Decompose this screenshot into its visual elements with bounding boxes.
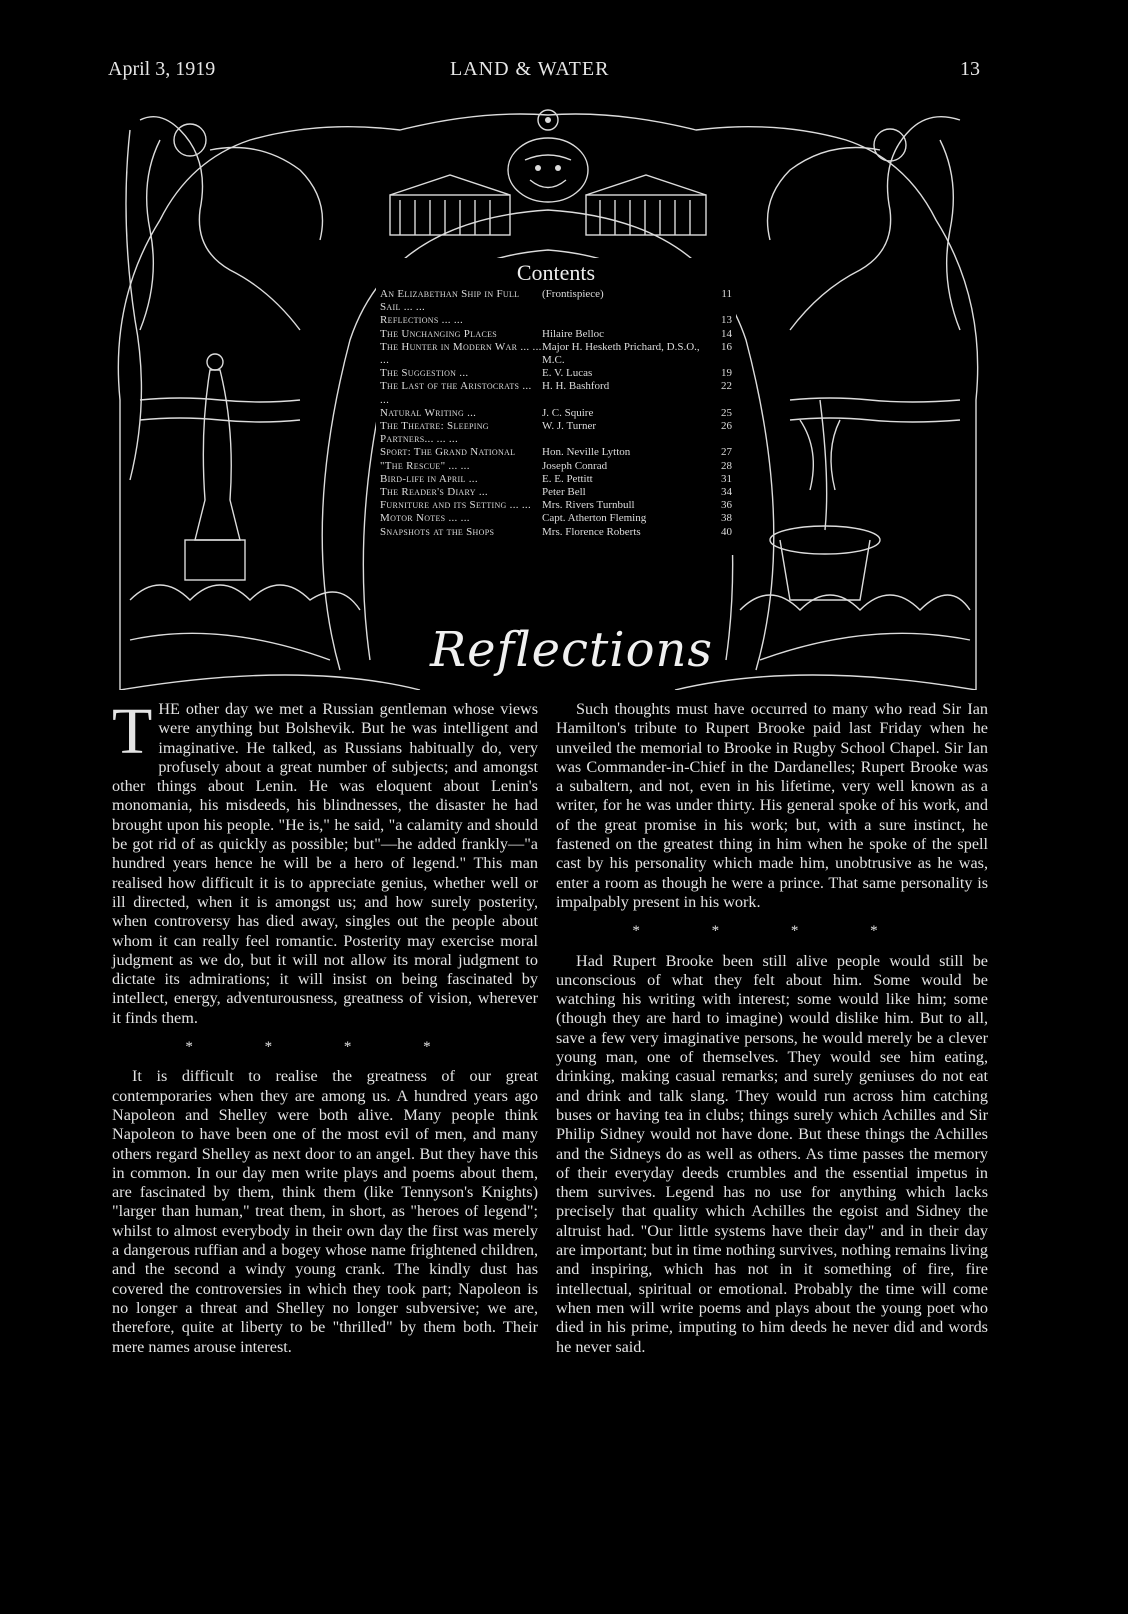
contents-entry-author: E. E. Pettitt [542, 472, 593, 485]
contents-entry [380, 526, 732, 539]
contents-entry-author: Hon. Neville Lytton [542, 446, 631, 459]
contents-entry [380, 341, 732, 367]
contents-entry-author: W. J. Turner [542, 420, 596, 433]
contents-entry-title: The Suggestion ... [380, 367, 469, 380]
contents-entry-author: Mrs. Florence Roberts [542, 525, 641, 538]
contents-entry-page: 28 [721, 459, 732, 472]
contents-entry-title: Bird-life in April ... [380, 472, 478, 485]
contents-box [376, 258, 736, 555]
contents-entry-title: The Last of the Aristocrats ... ... [380, 380, 532, 406]
page-number: 13 [960, 58, 980, 80]
contents-entry-page: 36 [721, 499, 732, 512]
contents-entry-page: 40 [721, 525, 732, 538]
contents-entry-page: 11 [721, 288, 732, 300]
contents-entry-title: The Hunter in Modern War ... ... ... [380, 340, 542, 367]
contents-entry-page: 16 [721, 340, 732, 353]
contents-entry-author: Hilaire Belloc [542, 327, 605, 340]
page-header [0, 58, 1128, 88]
contents-entry-title: Reflections ... ... [380, 314, 464, 327]
contents-entry-author: Peter Bell [542, 486, 586, 499]
contents-entry [380, 460, 732, 473]
contents-entry-page: 13 [721, 314, 732, 327]
contents-entry [380, 367, 732, 380]
contents-entry [380, 314, 732, 327]
contents-entry-title: Motor Notes ... ... [380, 512, 470, 525]
contents-entry-author: E. V. Lucas [542, 367, 593, 380]
contents-entry-page: 14 [721, 327, 732, 340]
article-title: Reflections [430, 622, 714, 678]
contents-entry-title: Furniture and its Setting ... ... [380, 499, 532, 512]
article-left-column [112, 695, 538, 1357]
contents-entry [380, 499, 732, 512]
publication-title: LAND & WATER [450, 58, 610, 80]
contents-entry-author: Mrs. Rivers Turnbull [542, 499, 635, 512]
contents-entry-page: 19 [721, 367, 732, 380]
contents-entry-author: Major H. Hesketh Prichard, D.S.O., M.C. [542, 340, 700, 367]
contents-entry-author: H. H. Bashford [542, 380, 610, 393]
issue-date: April 3, 1919 [108, 58, 216, 80]
contents-entry-title: Sport: The Grand National [380, 446, 516, 459]
article-right-column [556, 700, 988, 1357]
contents-entry [380, 486, 732, 499]
contents-entry-title: "The Rescue" ... ... [380, 459, 470, 472]
section-separator: * * * * [185, 1039, 465, 1056]
contents-entry-title: An Elizabethan Ship in Full Sail ... ... [380, 288, 520, 314]
contents-entry-title: The Reader's Diary ... [380, 486, 488, 499]
contents-entry [380, 328, 732, 341]
contents-entry [380, 420, 732, 446]
contents-entry [380, 473, 732, 486]
contents-entry-page: 26 [721, 420, 732, 433]
article-paragraph: THE other day we met a Russian gentleman whose views were anything but Bolshevik. But he was intelligent and imaginative. He talked, as Russians habitually do, very profusely about a great number of subjects; and amongst other things about Lenin. He was eloquent about Lenin's monomania, his misdeeds, his blindnesses, the disaster he had brought upon his people. "He is," he said, "a calamity and should be got rid of as quickly as possible; but"—he added frankly—"a hundred years hence he will be a hero of legend." This man realised how difficult it is to appreciate genius, whether well or ill directed, when it is amongst us; and how surely posterity, when controversy has died away, singles out the people about whom it can really feel romantic. Posterity may exercise moral judgment as we do, but it will not allow its moral judgment to dictate its admirations; it will insist on being fascinated by intellect, energy, adventurousness, greatness of vision, wherever it finds them. [112, 695, 538, 1027]
contents-entry [380, 407, 732, 420]
drop-cap: T [112, 695, 153, 768]
article-paragraph: Such thoughts must have occurred to many who read Sir Ian Hamilton's tribute to Rupert Brooke paid last Friday when he unveiled the memorial to Brooke in Rugby School Chapel. Sir Ian was Commander-in-Chief in the Dardanelles; Rupert Brooke was a subaltern, and not, even in his lifetime, very well known as a writer, for he was under thirty. His general spoke of his work, and of the great promise in his work; but, with a sure instinct, he fastened on the greatest thing in him when he spoke of the spell cast by his personality which made him, unobtrusive as he was, enter a room as though he were a prince. That same personality is impalpably present in his work. [556, 700, 988, 911]
contents-entry-title: The Unchanging Places [380, 327, 498, 340]
contents-entry-page: 34 [721, 486, 732, 499]
contents-entry-page: 22 [721, 380, 732, 393]
contents-entry-title: The Theatre: Sleeping Partners... ... ... [380, 420, 489, 446]
contents-entry-page: 38 [721, 512, 732, 525]
contents-entry-page: 27 [721, 446, 732, 459]
contents-entry [380, 446, 732, 459]
contents-entry-title: Snapshots at the Shops [380, 525, 495, 538]
contents-title: Contents [516, 260, 596, 285]
section-separator: * * * * [632, 923, 912, 940]
contents-entry [380, 288, 732, 314]
contents-entry [380, 380, 732, 406]
contents-entry-author: Joseph Conrad [542, 459, 608, 472]
contents-entry-author: (Frontispiece) [542, 288, 604, 300]
article-paragraph: Had Rupert Brooke been still alive people would still be unconscious of what they felt about him. Some would be watching his writing with interest; some would like him; some (though they are hard to imagine) would dislike him. But to all, save a few very imaginative persons, he would merely be a clever young man, one of themselves. They would see him eating, drinking, making casual remarks; and surely geniuses do not eat and drink and talk slang. They would run across him catching buses or having tea in clubs; things surely which Achilles and Sir Philip Sidney would not have done. But these things the Achilles and the Sidneys do as well as others. As time passes the memory of their everyday deeds crumbles and the essential impetus in them survives. Legend has no use for anything which lacks precisely that quality which Achilles the egoist and Sidney the altruist had. "Our little systems have their day" and in their day are important; but in time nothing survives, nothing remains living and inspiring, which has not in it something of fire, fire intellectual, spiritual or emotional. Probably the time will come when men will write poems and plays about the young poet who died in his prime, imputing to him deeds he never did and words he never said. [556, 951, 988, 1356]
contents-list [380, 288, 732, 539]
contents-entry-author: J. C. Squire [542, 406, 594, 419]
contents-entry [380, 512, 732, 525]
contents-entry-page: 25 [721, 406, 732, 419]
contents-entry-page: 31 [721, 472, 732, 485]
article-paragraph: It is difficult to realise the greatness of our great contemporaries when they are among us. A hundred years ago Napoleon and Shelley were both alive. Many people think Napoleon to have been one of the most evil of men, and many others regard Shelley as next door to an angel. But they have this in common. In our day men write plays and poems about them, are fascinated by them, think them (like Tennyson's Knights) "larger than human," treat them, in short, as "heroes of legend"; whilst to almost everybody in their own day the first was merely a dangerous ruffian and a bogey whose name frightened children, and the second a windy young crank. The kindly dust has covered the controversies in which they took part; Napoleon is no longer a threat and Shelley no longer subversive; we are, therefore, quite at liberty to be "thrilled" by them both. Their mere names arouse interest. [112, 1067, 538, 1356]
contents-entry-title: Natural Writing ... [380, 406, 477, 419]
contents-entry-author: Capt. Atherton Fleming [542, 512, 647, 525]
